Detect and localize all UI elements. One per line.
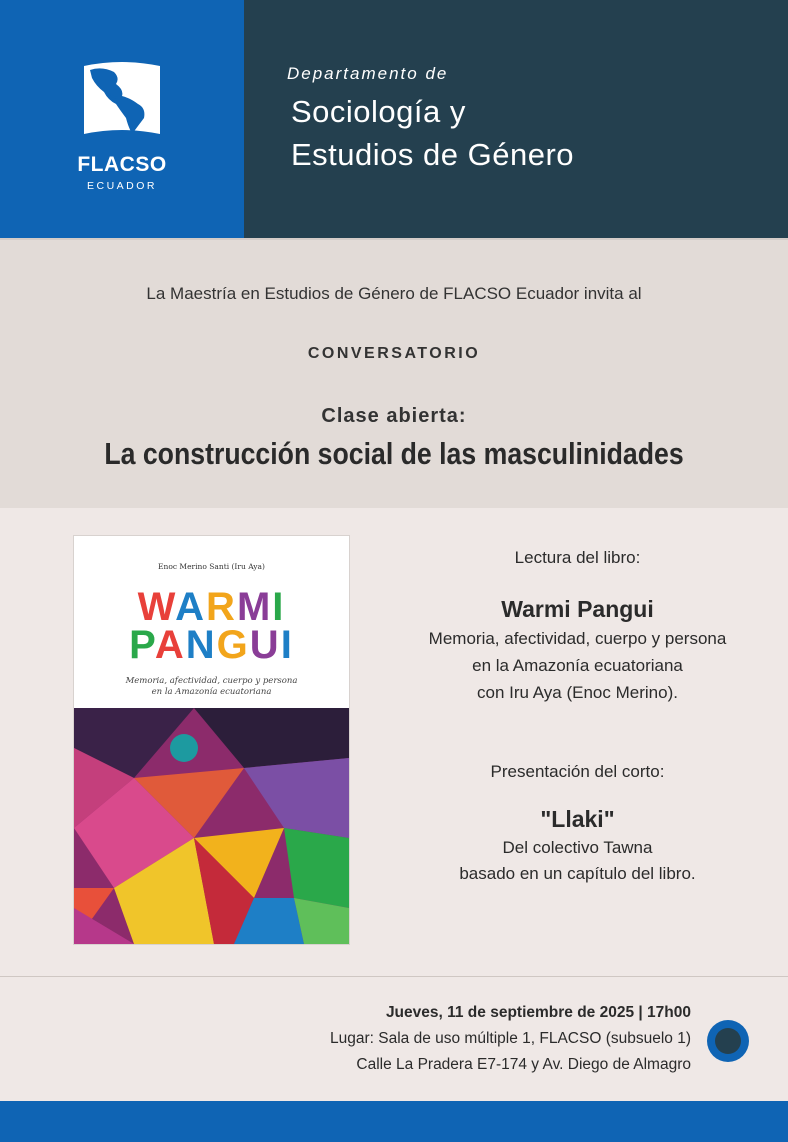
book-title-line2-letter: G xyxy=(216,623,250,667)
book-title-line1-letter: A xyxy=(175,585,207,629)
book-title-line1-letter: W xyxy=(137,585,176,629)
class-label: Clase abierta: xyxy=(321,405,467,427)
book-cover-author: Enoc Merino Santi (Iru Aya) xyxy=(158,562,265,571)
event-date-time: Jueves, 11 de septiembre de 2025 | 17h00 xyxy=(385,1004,691,1021)
reading-line2: en la Amazonía ecuatoriana xyxy=(472,656,683,675)
reading-line3: con Iru Aya (Enoc Merino). xyxy=(477,683,678,702)
book-title-line1-letter: R xyxy=(206,585,237,629)
book-title-line1-letter: I xyxy=(272,585,286,629)
flacso-logo-block xyxy=(0,0,244,238)
book-cover-title xyxy=(74,585,349,667)
department-name-line1: Sociología y xyxy=(291,94,466,129)
book-cover-artwork xyxy=(74,708,349,944)
book-title-line2-letter: A xyxy=(154,623,186,667)
reading-book-title: Warmi Pangui xyxy=(501,596,654,622)
department-name-line2: Estudios de Género xyxy=(291,137,575,172)
header xyxy=(0,0,788,238)
event-type: CONVERSATORIO xyxy=(307,345,481,362)
location-dot-inner xyxy=(715,1028,741,1054)
department-prefix: Departamento de xyxy=(287,64,449,83)
book-cover-title-line1 xyxy=(74,585,349,629)
screening-line1: Del colectivo Tawna xyxy=(502,838,653,857)
logo-subtitle: ECUADOR xyxy=(86,180,157,192)
book-title-line1-letter: M xyxy=(236,585,273,629)
invitation-text: La Maestría en Estudios de Género de FLACSO Ecuador invita al xyxy=(146,284,642,303)
screening-line2: basado en un capítulo del libro. xyxy=(459,864,696,883)
book-title-line2-letter: I xyxy=(280,623,294,667)
book-cover-title-line2 xyxy=(74,623,349,667)
footer-bar xyxy=(0,1101,788,1142)
reading-label: Lectura del libro: xyxy=(514,548,641,567)
americas-map-icon xyxy=(80,60,164,140)
book-title-line2-letter: P xyxy=(129,623,155,667)
screening-title: "Llaki" xyxy=(540,806,615,832)
details-divider xyxy=(0,976,788,977)
reading-line1: Memoria, afectividad, cuerpo y persona xyxy=(428,629,727,648)
screening-label: Presentación del corto: xyxy=(490,762,665,781)
book-cover-image xyxy=(74,536,349,944)
event-place: Lugar: Sala de uso múltiple 1, FLACSO (subsuelo 1) xyxy=(330,1030,691,1047)
book-title-line2-letter: U xyxy=(249,623,281,667)
book-cover-subtitle xyxy=(74,676,349,698)
logo-name: FLACSO xyxy=(77,153,167,176)
book-title-line2-letter: N xyxy=(185,623,217,667)
event-address: Calle La Pradera E7-174 y Av. Diego de Almagro xyxy=(356,1056,691,1073)
book-cover-subtitle-line2: en la Amazonía ecuatoriana xyxy=(151,687,272,697)
event-title: La construcción social de las masculinidades xyxy=(104,436,684,471)
book-cover-subtitle-line1: Memoria, afectividad, cuerpo y persona xyxy=(125,676,298,686)
